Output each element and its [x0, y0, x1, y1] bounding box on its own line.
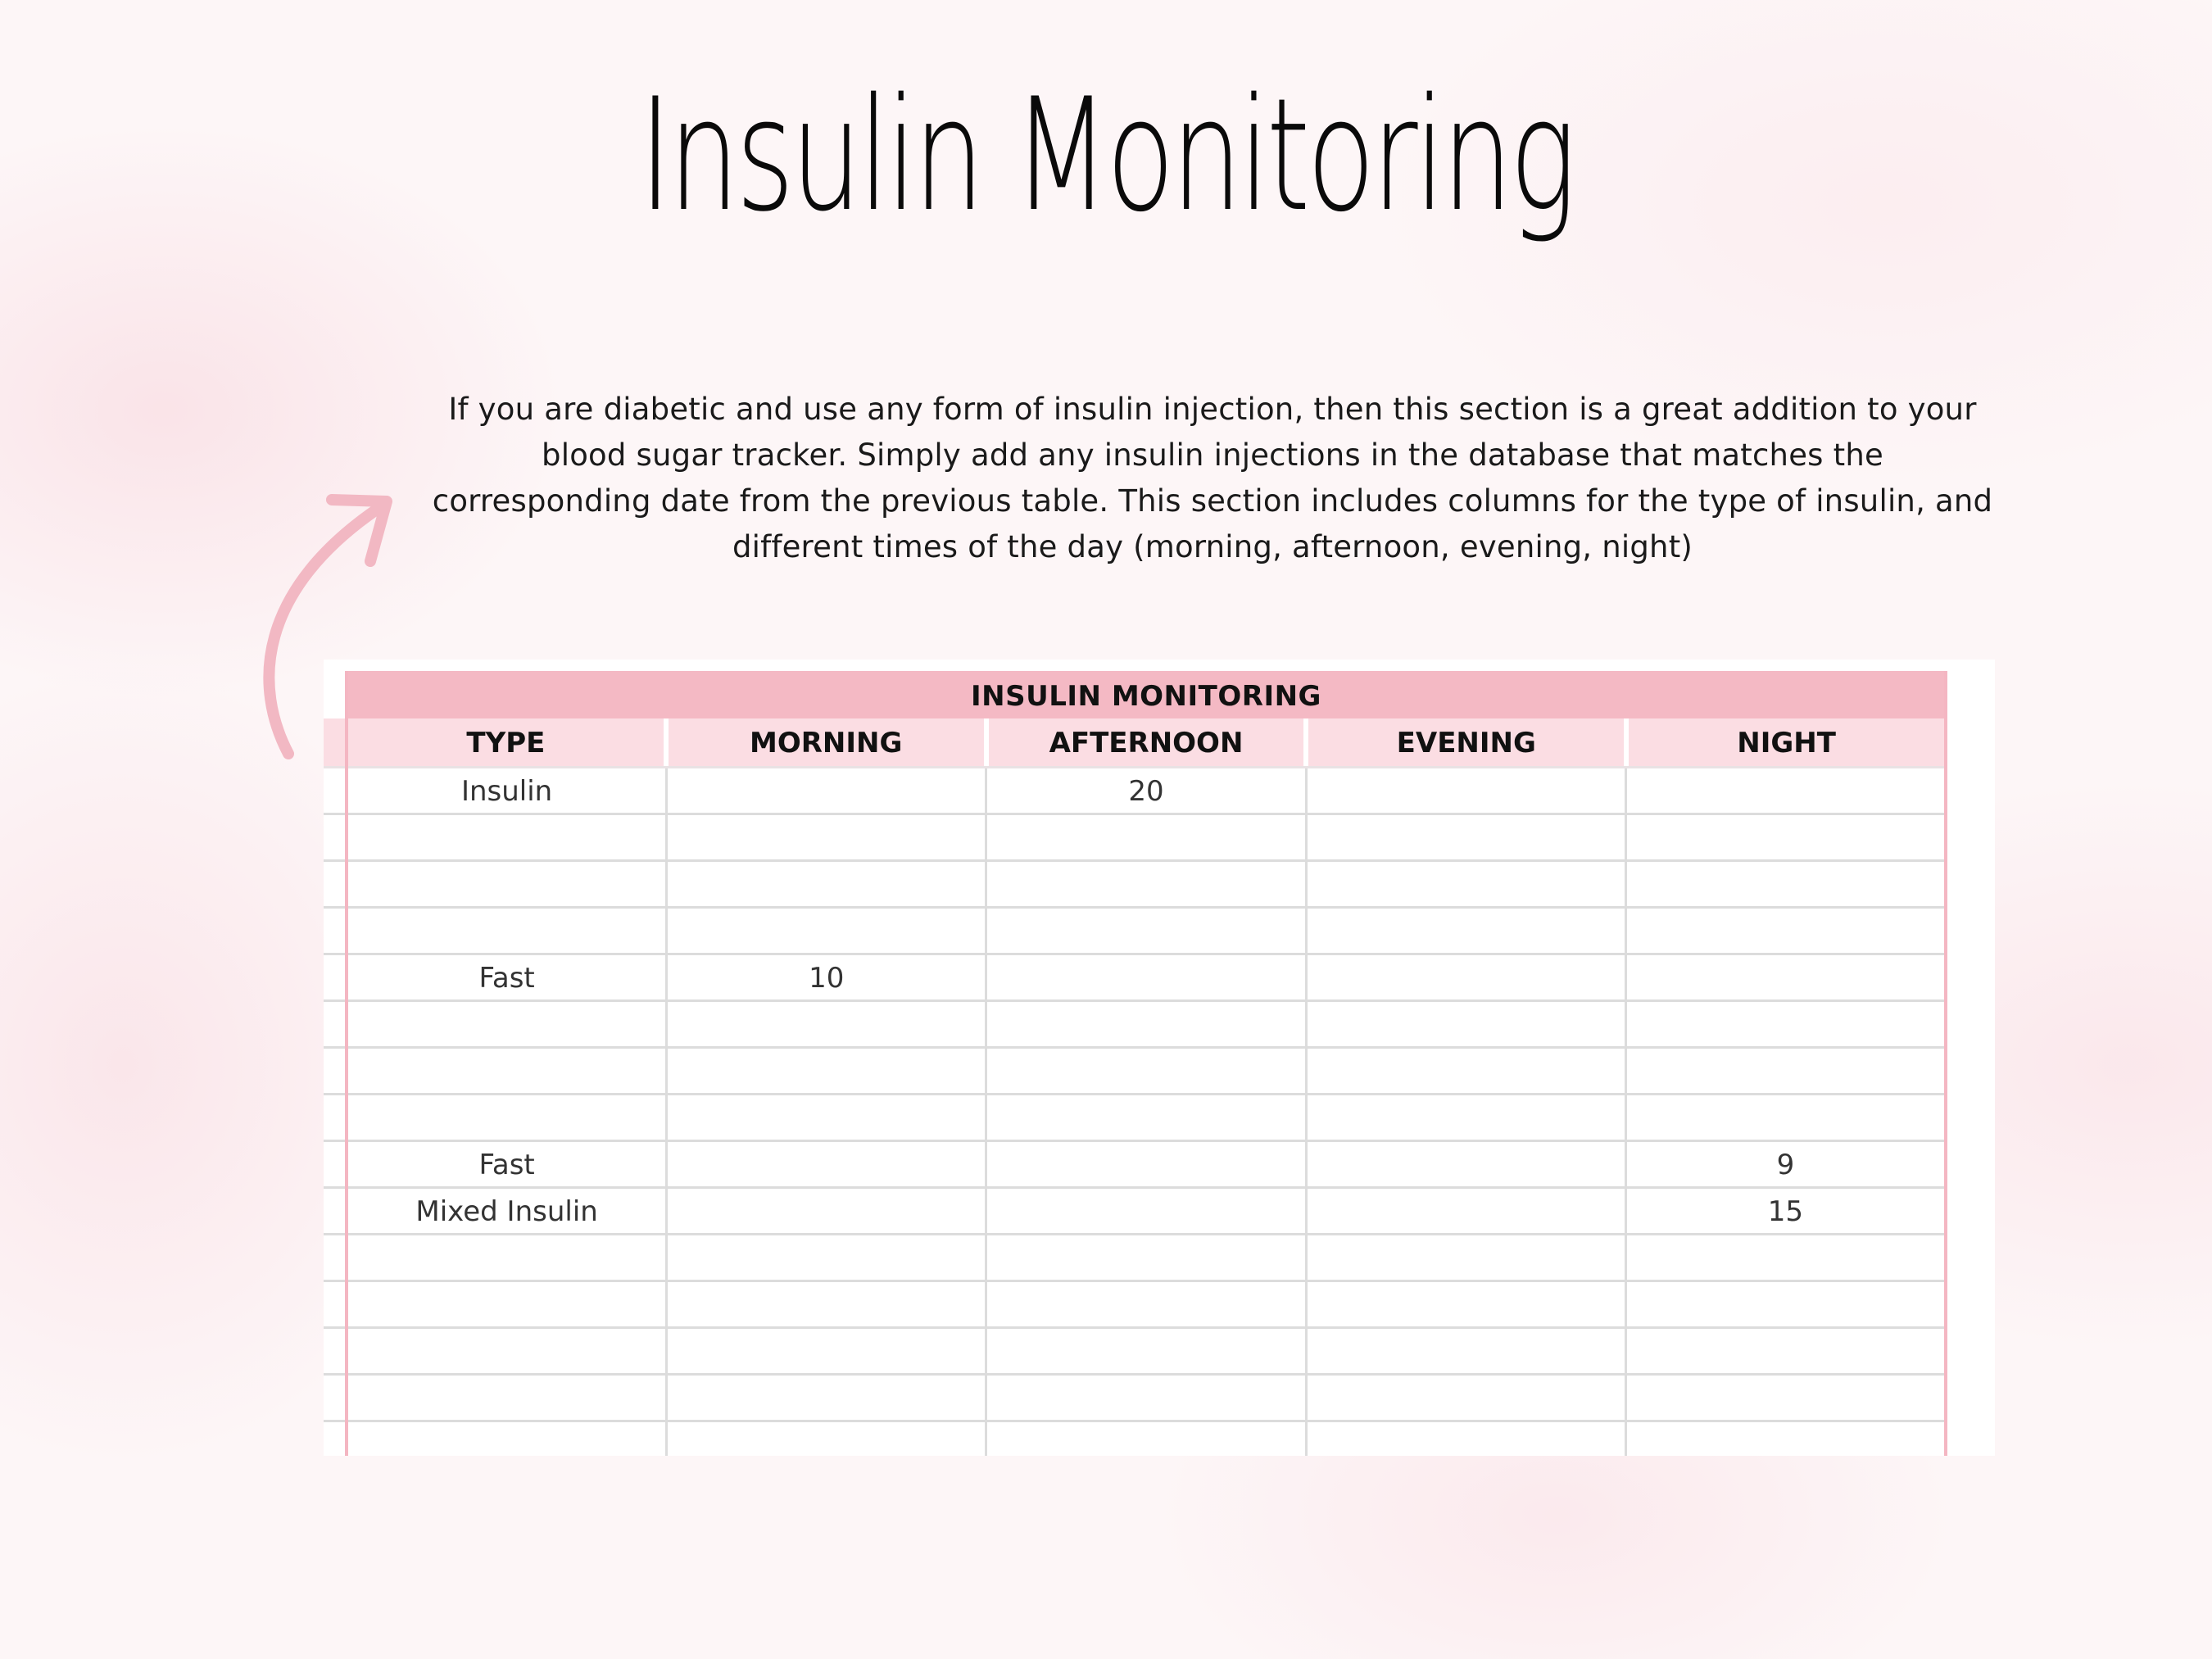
- spreadsheet-screenshot: [324, 660, 1995, 1456]
- table-row: [348, 815, 1944, 862]
- table-cell[interactable]: [1627, 1376, 1944, 1420]
- table-cell[interactable]: [987, 1235, 1307, 1280]
- table-cell[interactable]: [1308, 768, 1627, 813]
- table-cell[interactable]: [1627, 768, 1944, 813]
- table-cell[interactable]: [668, 1095, 987, 1140]
- table-cell[interactable]: [1308, 815, 1627, 859]
- table-cell[interactable]: [348, 1002, 668, 1046]
- table-header-row: [348, 718, 1944, 768]
- table-cell[interactable]: [1308, 1422, 1627, 1456]
- table-row: [348, 955, 1944, 1002]
- table-cell[interactable]: Mixed Insulin: [348, 1189, 668, 1233]
- table-cell[interactable]: [348, 862, 668, 906]
- table-row: [348, 1235, 1944, 1282]
- table-cell[interactable]: [987, 1376, 1307, 1420]
- table-cell[interactable]: 9: [1776, 1149, 1795, 1181]
- table-cell[interactable]: [348, 1282, 668, 1326]
- table-cell[interactable]: [348, 1422, 668, 1456]
- row-header-stub: [324, 718, 345, 1456]
- table-row: [348, 1282, 1944, 1329]
- column-header-night[interactable]: NIGHT: [1737, 727, 1836, 759]
- table-row: [348, 1049, 1944, 1095]
- column-header-morning[interactable]: MORNING: [669, 718, 989, 766]
- table-row: [348, 1095, 1944, 1142]
- table-cell[interactable]: [348, 1329, 668, 1373]
- page-description: If you are diabetic and use any form of insulin injection, then this section is a great addition to your blood sugar tracker. Simply add any insulin injections in the database that matches the corresponding date from the previous table. This section includes columns for the type of insulin, and different times of the day (morning, afternoon, evening, night): [432, 392, 1993, 564]
- table-cell[interactable]: [348, 815, 668, 859]
- table-row: [348, 1329, 1944, 1376]
- table-cell[interactable]: [1308, 1235, 1627, 1280]
- table-cell[interactable]: [1308, 1002, 1627, 1046]
- column-header-afternoon[interactable]: AFTERNOON: [989, 718, 1309, 766]
- table-cell[interactable]: [987, 1282, 1307, 1326]
- table-cell[interactable]: [348, 1376, 668, 1420]
- table-cell[interactable]: [668, 1422, 987, 1456]
- table-cell[interactable]: [1308, 1329, 1627, 1373]
- table-cell[interactable]: [668, 1189, 987, 1233]
- insulin-monitoring-table: [345, 671, 1947, 1456]
- table-cell[interactable]: [987, 955, 1307, 999]
- table-cell[interactable]: [987, 1422, 1307, 1456]
- table-row: [348, 1376, 1944, 1422]
- table-cell[interactable]: [1627, 955, 1944, 999]
- table-row: [348, 1142, 1944, 1189]
- table-row: [348, 1422, 1944, 1456]
- table-cell[interactable]: [668, 815, 987, 859]
- table-cell[interactable]: [668, 1282, 987, 1326]
- table-cell[interactable]: [1308, 1282, 1627, 1326]
- table-cell[interactable]: [1627, 1422, 1944, 1456]
- table-body: [348, 768, 1944, 1456]
- table-cell[interactable]: [1627, 1002, 1944, 1046]
- table-cell[interactable]: [668, 909, 987, 953]
- table-cell[interactable]: [348, 1235, 668, 1280]
- table-cell[interactable]: [668, 1002, 987, 1046]
- table-cell[interactable]: Fast: [348, 955, 668, 999]
- table-cell[interactable]: [1308, 909, 1627, 953]
- table-cell[interactable]: [1627, 1235, 1944, 1280]
- column-header-evening[interactable]: EVENING: [1308, 718, 1629, 766]
- table-cell[interactable]: [1627, 1049, 1944, 1093]
- table-cell[interactable]: [1627, 909, 1944, 953]
- table-cell[interactable]: [987, 909, 1307, 953]
- table-cell[interactable]: [668, 1142, 987, 1186]
- table-cell[interactable]: [987, 1095, 1307, 1140]
- table-cell[interactable]: [1627, 1329, 1944, 1373]
- table-cell[interactable]: [668, 1376, 987, 1420]
- table-cell[interactable]: [987, 1002, 1307, 1046]
- page-title: Insulin Monitoring: [638, 65, 1574, 246]
- table-cell[interactable]: [1627, 815, 1944, 859]
- table-cell[interactable]: [668, 1235, 987, 1280]
- table-cell[interactable]: [348, 909, 668, 953]
- table-cell[interactable]: [987, 815, 1307, 859]
- table-cell[interactable]: [1308, 1049, 1627, 1093]
- table-cell[interactable]: [1308, 862, 1627, 906]
- table-cell[interactable]: 20: [987, 768, 1307, 813]
- table-cell[interactable]: [348, 1095, 668, 1140]
- table-row: [348, 909, 1944, 955]
- table-cell[interactable]: [1627, 1095, 1944, 1140]
- table-cell[interactable]: [668, 768, 987, 813]
- table-title: INSULIN MONITORING: [348, 671, 1944, 718]
- table-row: [348, 862, 1944, 909]
- table-cell[interactable]: [1308, 1376, 1627, 1420]
- table-cell[interactable]: [987, 1142, 1307, 1186]
- table-cell[interactable]: 10: [668, 955, 987, 999]
- table-cell[interactable]: [987, 1329, 1307, 1373]
- table-cell[interactable]: [1627, 862, 1944, 906]
- table-cell[interactable]: [987, 1049, 1307, 1093]
- table-cell[interactable]: [668, 1329, 987, 1373]
- table-row: [348, 1002, 1944, 1049]
- table-row: [348, 1189, 1944, 1235]
- table-cell[interactable]: [348, 1049, 668, 1093]
- table-cell[interactable]: 15: [1767, 1195, 1804, 1228]
- column-header-type[interactable]: TYPE: [348, 718, 669, 766]
- table-cell[interactable]: [987, 862, 1307, 906]
- table-cell[interactable]: [1308, 1189, 1627, 1233]
- table-cell[interactable]: [1627, 1282, 1944, 1326]
- table-cell[interactable]: [1308, 1142, 1627, 1186]
- table-cell[interactable]: [987, 1189, 1307, 1233]
- table-cell[interactable]: Fast: [348, 1142, 668, 1186]
- table-cell[interactable]: [1308, 955, 1627, 999]
- table-cell[interactable]: Insulin: [348, 768, 668, 813]
- table-cell[interactable]: [668, 1049, 987, 1093]
- table-row: [348, 768, 1944, 815]
- table-cell[interactable]: [1308, 1095, 1627, 1140]
- table-cell[interactable]: [668, 862, 987, 906]
